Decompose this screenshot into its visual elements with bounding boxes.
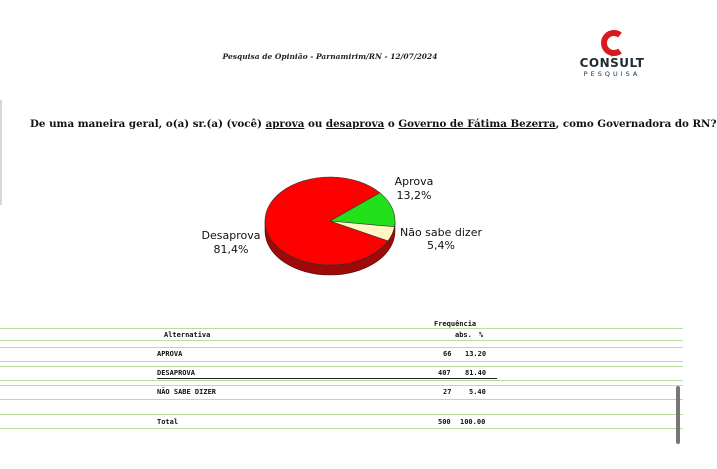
pie-top [265, 177, 395, 265]
table-row-pct: 81.40 [465, 369, 487, 377]
table-rule-dark [157, 378, 497, 379]
table-total-pct: 100.00 [460, 418, 486, 426]
table-row-label: DESAPROVA [157, 369, 195, 377]
logo-wordmark: CONSULT [579, 56, 645, 70]
table-rule-6 [0, 399, 683, 400]
pie-label-name: Não sabe dizer [399, 226, 483, 239]
question-part-4: , como Governadora do RN? [555, 118, 717, 130]
table-row-abs: 407 [438, 369, 451, 377]
table-row-label: APROVA [157, 350, 183, 358]
table-rule-header [0, 340, 683, 341]
table-rule-5 [0, 385, 683, 386]
survey-subtitle: Pesquisa de Opinião - Parnamirim/RN - 12/07/2024 [222, 52, 438, 61]
table-rule-8 [0, 428, 683, 429]
table-rule-7 [0, 414, 683, 415]
table-group-header: Frequência [434, 320, 477, 328]
table-total-abs: 500 [438, 418, 451, 426]
frequency-table [0, 318, 683, 438]
table-rule-top [0, 328, 683, 329]
table-col-pct: % [479, 331, 484, 339]
table-row-pct: 5.40 [469, 388, 486, 396]
table-col-abs: abs. [455, 331, 472, 339]
pie-label-name: Desaprova [201, 229, 261, 242]
question-desaprova: desaprova [325, 118, 385, 130]
table-total-label: Total [157, 418, 179, 426]
pie-label-value: 13,2% [396, 189, 432, 202]
table-rule-4 [0, 380, 683, 381]
table-row-label: NÃO SABE DIZER [157, 388, 217, 396]
question-part-3: o [384, 118, 399, 130]
table-rule-3 [0, 366, 683, 367]
logo-subtext: PESQUISA [583, 70, 641, 78]
table-row-pct: 13.20 [465, 350, 487, 358]
table-rule-2 [0, 361, 683, 362]
question-aprova: aprova [265, 118, 305, 130]
table-row-abs: 66 [443, 350, 452, 358]
pie-label-name: Aprova [394, 175, 434, 188]
question-part-1: De uma maneira geral, o(a) sr.(a) (você) [30, 118, 266, 130]
table-row-abs: 27 [443, 388, 452, 396]
table-col-alternativa: Alternativa [164, 331, 211, 339]
pie-label-value: 81,4% [213, 243, 249, 256]
question-governo: Governo de Fátima Bezerra [398, 118, 556, 130]
table-rule-1 [0, 347, 683, 348]
vertical-scrollbar[interactable] [676, 386, 680, 444]
pie-label-value: 5,4% [427, 239, 455, 252]
question-part-2: ou [304, 118, 326, 130]
